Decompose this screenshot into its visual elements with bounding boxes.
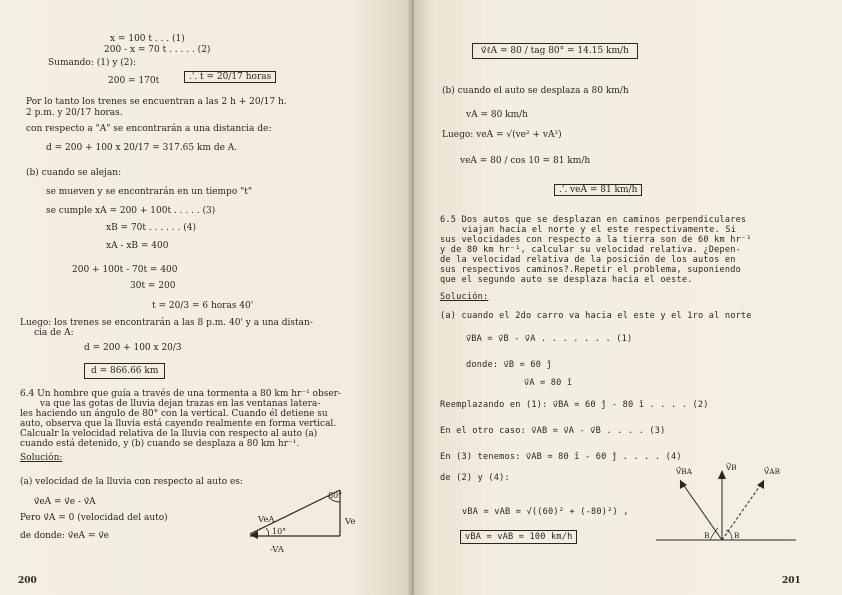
problem-text: sus velocidades con respecto a la tierra son de 60 km hr⁻¹: [440, 235, 752, 245]
diagram-label: 10°: [272, 527, 287, 536]
relative-velocity-diagram: [646, 458, 806, 554]
page-number: 201: [782, 576, 801, 586]
text-line: Luego: veA = √(ve² + vA²): [442, 130, 562, 140]
text-line: 2 p.m. y 20/17 horas.: [26, 108, 123, 118]
text-line: 200 - x = 70 t . . . . . (2): [104, 45, 211, 55]
text-line: veA = 80 / cos 10 = 81 km/h: [460, 156, 591, 166]
diagram-label: VeA: [258, 515, 275, 525]
diagram-label: V⃗AB: [764, 467, 781, 476]
problem-text: y de 80 km hr⁻¹, calcular su velocidad relativa. ¿Depen-: [440, 245, 741, 255]
text-line: vBA = vAB = √((60)² + (-80)²) ,: [462, 507, 629, 517]
text-line: Pero v⃗A = 0 (velocidad del auto): [20, 513, 168, 523]
solution-heading: Solución:: [440, 292, 489, 302]
rain-velocity-diagram: [240, 484, 370, 564]
diagram-label: 80°: [328, 491, 343, 500]
left-page: [0, 0, 414, 595]
text-line: (b) cuando se alejan:: [26, 168, 122, 178]
text-line: Luego: los trenes se encontrarán a las 8 p.m. 40' y a una distan-: [20, 318, 313, 328]
diagram-label: V⃗B: [726, 463, 737, 472]
problem-text: 6.4 Un hombre que guía a través de una tormenta a 80 km hr⁻¹ obser-: [20, 389, 342, 399]
boxed-result: .'. veA = 81 km/h: [554, 185, 642, 196]
problem-text: auto, observa que la lluvia está cayendo realmente en forma vertical.: [20, 419, 337, 429]
text-line: (a) cuando el 2do carro va hacia el este y el 1ro al norte: [440, 311, 752, 321]
problem-text: Calcualr la velocidad relativa de la lluvia con respecto al auto (a): [20, 429, 318, 439]
text-line: donde: v⃗B = 60 ĵ: [466, 360, 552, 370]
text-line: xA - xB = 400: [106, 241, 169, 251]
diagram-label: B: [734, 531, 740, 540]
solution-heading: Solución:: [20, 453, 63, 463]
problem-text: cuando está detenido, y (b) cuando se desplaza a 80 km hr⁻¹.: [20, 439, 300, 449]
text-line: v⃗eA = v⃗e - v⃗A: [34, 497, 96, 507]
text-line: Sumando: (1) y (2):: [48, 58, 137, 68]
text-line: t = 20/3 = 6 horas 40': [152, 301, 254, 311]
boxed-result: vBA = vAB = 100 km/h: [460, 532, 577, 543]
boxed-result: d = 866.66 km: [84, 366, 165, 377]
text-line: En el otro caso: v⃗AB = v⃗A - v⃗B . . . . (3): [440, 426, 666, 436]
right-page: [414, 0, 842, 595]
text-line: (a) velocidad de la lluvia con respecto al auto es:: [20, 477, 243, 487]
text-line: con respecto a "A" se encontrarán a una distancia de:: [26, 124, 272, 134]
boxed-result: v⃗ℓA = 80 / tag 80° = 14.15 km/h: [472, 46, 638, 57]
problem-text: les haciendo un ángulo de 80° con la vertical. Cuando él detiene su: [20, 409, 328, 419]
diagram-label: -VA: [270, 545, 284, 555]
problem-text: sus respectivos caminos?.Repetir el problema, suponiendo: [440, 265, 741, 275]
text-line: d = 200 + 100 x 20/17 = 317.65 km de A.: [46, 143, 238, 153]
text-line: (b) cuando el auto se desplaza a 80 km/h: [442, 86, 629, 96]
text-line: se cumple xA = 200 + 100t . . . . . (3): [46, 206, 216, 216]
text-line: de donde: v⃗eA = v⃗e: [20, 531, 109, 541]
problem-text: de la velocidad relativa de la posición de los autos en: [440, 255, 736, 265]
text-line: xB = 70t . . . . . . (4): [106, 223, 196, 233]
text-line: En (3) tenemos: v⃗AB = 80 î - 60 ĵ . . . . (4): [440, 452, 682, 462]
problem-text: 6.5 Dos autos que se desplazan en caminos perpendiculares: [440, 215, 747, 225]
text-line: de (2) y (4):: [440, 473, 510, 483]
text-line: 200 = 170t: [108, 76, 160, 86]
text-line: 200 + 100t - 70t = 400: [72, 265, 178, 275]
text-line: d = 200 + 100 x 20/3: [84, 343, 182, 353]
text-line: cia de A:: [34, 328, 74, 338]
text-line: v⃗A = 80 î: [524, 378, 573, 388]
page-number: 200: [18, 576, 37, 586]
text-line: vA = 80 km/h: [466, 110, 528, 120]
boxed-result: .'. t = 20/17 horas: [184, 72, 276, 83]
diagram-label: B: [704, 531, 710, 540]
problem-text: que el segundo auto se desplaza hacia el oeste.: [440, 275, 693, 285]
diagram-label: V⃗BA: [676, 467, 693, 476]
text-line: v⃗BA = v⃗B - v⃗A . . . . . . . (1): [466, 334, 633, 344]
diagram-label: Ve: [345, 517, 356, 527]
text-line: x = 100 t . . . (1): [110, 34, 185, 44]
text-line: 30t = 200: [130, 281, 176, 291]
text-line: Reemplazando en (1): v⃗BA = 60 ĵ - 80 î . . . . (2): [440, 400, 709, 410]
text-line: Por lo tanto los trenes se encuentran a las 2 h + 20/17 h.: [26, 97, 287, 107]
problem-text: va que las gotas de lluvia dejan trazas en las ventanas latera-: [40, 399, 321, 409]
text-line: se mueven y se encontrarán en un tiempo "t": [46, 187, 252, 197]
problem-text: viajan hacia el norte y el este respectivamente. Si: [462, 225, 737, 235]
